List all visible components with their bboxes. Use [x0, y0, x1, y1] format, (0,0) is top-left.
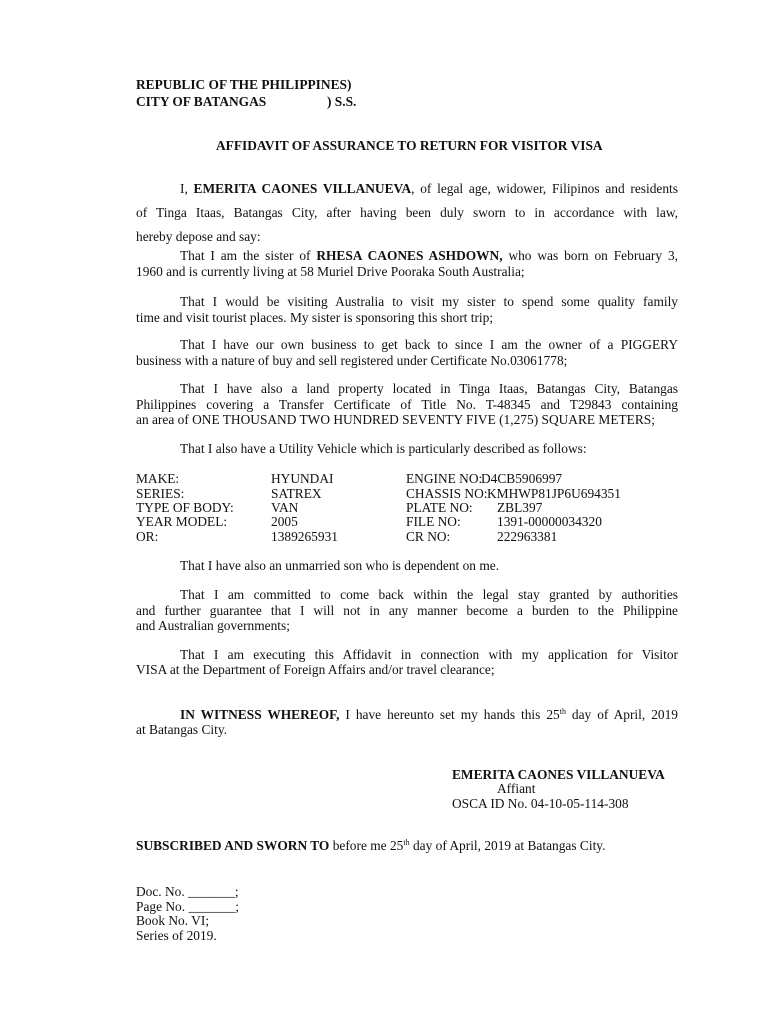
- vehicle-label: CR NO:: [406, 529, 451, 544]
- vehicle-value: D4CB5906997: [481, 471, 563, 486]
- vehicle-label: CHASSIS NO:: [406, 486, 488, 501]
- paragraph-sister-line-2: 1960 and is currently living at 58 Muriel Drive Pooraka South Australia;: [136, 264, 525, 279]
- paragraph-commitment-line-2: and further guarantee that I will not in any manner become a burden to the Philippine: [136, 603, 678, 618]
- paragraph-commitment-line-1: That I am committed to come back within the legal stay granted by authorities: [180, 587, 678, 602]
- vehicle-label: SERIES:: [136, 486, 185, 501]
- paragraph-executing-line-2: VISA at the Department of Foreign Affairs and/or travel clearance;: [136, 662, 495, 677]
- paragraph-land-line-1: That I have also a land property located in Tinga Itaas, Batangas City, Batangas: [180, 381, 678, 396]
- paragraph-sister-line-1: That I am the sister of RHESA CAONES ASHDOWN, who was born on February 3,: [180, 248, 678, 263]
- vehicle-label: MAKE:: [136, 471, 180, 486]
- paragraph-business-line-1: That I have our own business to get back to since I am the owner of a PIGGERY: [180, 337, 678, 352]
- paragraph-commitment-line-3: and Australian governments;: [136, 618, 290, 633]
- vehicle-value: KMHWP81JP6U694351: [487, 486, 621, 501]
- paragraph-land-line-3: an area of ONE THOUSAND TWO HUNDRED SEVENTY FIVE (1,275) SQUARE METERS;: [136, 412, 655, 427]
- paragraph-visit-line-2: time and visit tourist places. My sister is sponsoring this short trip;: [136, 310, 494, 325]
- vehicle-value: VAN: [271, 500, 299, 515]
- witness-line-2: at Batangas City.: [136, 722, 227, 737]
- vehicle-value: 222963381: [497, 529, 558, 544]
- paragraph-business-line-2: business with a nature of buy and sell registered under Certificate No.03061778;: [136, 353, 568, 368]
- vehicle-label: PLATE NO:: [406, 500, 473, 515]
- notary-page-no: Page No. _______;: [136, 899, 240, 914]
- vehicle-label: ENGINE NO:: [406, 471, 483, 486]
- vehicle-label: FILE NO:: [406, 514, 461, 529]
- vehicle-value: 2005: [271, 514, 298, 529]
- subscribed-sworn-line: SUBSCRIBED AND SWORN TO before me 25th day of April, 2019 at Batangas City.: [136, 838, 606, 853]
- paragraph-son: That I have also an unmarried son who is dependent on me.: [180, 558, 500, 573]
- header-city: CITY OF BATANGAS: [136, 94, 267, 109]
- vehicle-value: 1389265931: [271, 529, 338, 544]
- vehicle-value: HYUNDAI: [271, 471, 334, 486]
- affiant-role: Affiant: [497, 781, 536, 796]
- paragraph-land-line-2: Philippines covering a Transfer Certificate of Title No. T-48345 and T29843 containing: [136, 397, 678, 412]
- notary-doc-no: Doc. No. _______;: [136, 884, 239, 899]
- affiant-name: EMERITA CAONES VILLANUEVA: [452, 767, 665, 782]
- header-republic: REPUBLIC OF THE PHILIPPINES): [136, 77, 352, 92]
- notary-series: Series of 2019.: [136, 928, 217, 943]
- vehicle-label: OR:: [136, 529, 159, 544]
- vehicle-value: SATREX: [271, 486, 322, 501]
- document-title: AFFIDAVIT OF ASSURANCE TO RETURN FOR VISITOR VISA: [216, 138, 603, 153]
- vehicle-label: TYPE OF BODY:: [136, 500, 234, 515]
- intro-line-2: of Tinga Itaas, Batangas City, after having been duly sworn to in accordance with law,: [136, 205, 678, 220]
- vehicle-label: YEAR MODEL:: [136, 514, 228, 529]
- notary-book-no: Book No. VI;: [136, 913, 210, 928]
- paragraph-executing-line-1: That I am executing this Affidavit in connection with my application for Visitor: [180, 647, 678, 662]
- header-ss: ) S.S.: [327, 94, 357, 109]
- vehicle-value: 1391-00000034320: [497, 514, 602, 529]
- witness-line-1: IN WITNESS WHEREOF, I have hereunto set my hands this 25th day of April, 2019: [180, 707, 678, 722]
- intro-line-3: hereby depose and say:: [136, 229, 261, 244]
- vehicle-value: ZBL397: [497, 500, 543, 515]
- paragraph-visit-line-1: That I would be visiting Australia to visit my sister to spend some quality family: [180, 294, 678, 309]
- paragraph-vehicle-intro: That I also have a Utility Vehicle which is particularly described as follows:: [180, 441, 587, 456]
- intro-line-1: I, EMERITA CAONES VILLANUEVA, of legal age, widower, Filipinos and residents: [180, 181, 678, 196]
- affiant-osca-id: OSCA ID No. 04-10-05-114-308: [452, 796, 629, 811]
